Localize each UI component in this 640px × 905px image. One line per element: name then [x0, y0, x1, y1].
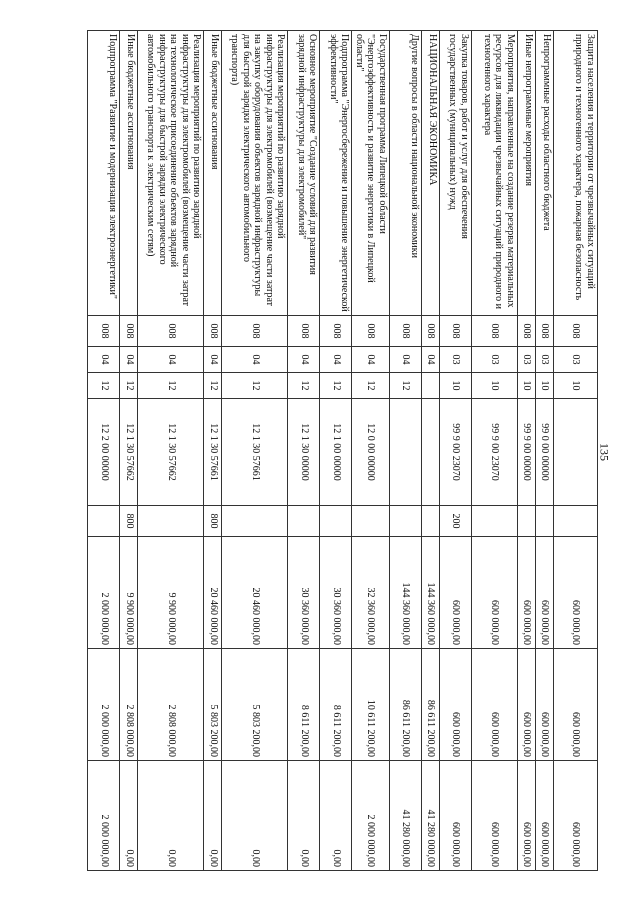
row-year2-cell: 600 000,00	[472, 649, 518, 761]
row-pr-cell: 12	[222, 373, 288, 399]
row-csr-cell	[422, 399, 440, 506]
row-rz-cell: 03	[536, 347, 554, 373]
row-name-cell: Государственная программа Липецкой области "Энергоэффективность и развитие энергетики в Липецкой области"	[352, 31, 390, 316]
row-rz-cell: 03	[554, 347, 598, 373]
row-ved-cell: 008	[440, 316, 472, 347]
budget-table-body	[88, 31, 598, 871]
row-ved-cell: 008	[390, 316, 422, 347]
row-name-cell: Иные бюджетные ассигнования	[204, 31, 222, 316]
row-name-cell: Закупка товаров, работ и услуг для обеспечения государственных (муниципальных) нужд	[440, 31, 472, 316]
row-year2-cell: 10 611 200,00	[352, 649, 390, 761]
row-year3-cell: 0,00	[204, 761, 222, 871]
row-ved-cell: 008	[536, 316, 554, 347]
row-vr-cell	[390, 506, 422, 537]
row-csr-cell	[554, 399, 598, 506]
row-year1-cell: 32 360 000,00	[352, 537, 390, 649]
row-vr-cell	[222, 506, 288, 537]
row-csr-cell: 12 1 30 00000	[288, 399, 320, 506]
row-year2-cell: 2 000 000,00	[88, 649, 120, 761]
table-row	[536, 31, 554, 871]
row-rz-cell: 03	[472, 347, 518, 373]
rotated-page-area	[66, 30, 598, 870]
row-vr-cell	[422, 506, 440, 537]
row-pr-cell: 12	[120, 373, 138, 399]
row-year2-cell: 8 611 200,00	[288, 649, 320, 761]
row-year3-cell: 2 000 000,00	[88, 761, 120, 871]
row-csr-cell: 12 1 30 57662	[138, 399, 204, 506]
row-csr-cell: 12 1 30 57661	[222, 399, 288, 506]
row-csr-cell: 12 1 30 57661	[204, 399, 222, 506]
row-csr-cell: 12 1 30 57662	[120, 399, 138, 506]
row-pr-cell: 12	[352, 373, 390, 399]
row-year1-cell: 600 000,00	[518, 537, 536, 649]
row-year3-cell: 600 000,00	[554, 761, 598, 871]
row-csr-cell: 99 9 00 23070	[440, 399, 472, 506]
row-vr-cell	[472, 506, 518, 537]
row-pr-cell: 10	[536, 373, 554, 399]
row-vr-cell	[536, 506, 554, 537]
row-ved-cell: 008	[288, 316, 320, 347]
row-pr-cell: 12	[288, 373, 320, 399]
row-year2-cell: 2 808 000,00	[138, 649, 204, 761]
table-row	[352, 31, 390, 871]
row-pr-cell: 10	[472, 373, 518, 399]
row-year3-cell: 600 000,00	[536, 761, 554, 871]
row-vr-cell	[352, 506, 390, 537]
row-year3-cell: 0,00	[138, 761, 204, 871]
table-row	[554, 31, 598, 871]
row-csr-cell: 99 9 00 23070	[472, 399, 518, 506]
row-year1-cell: 30 360 000,00	[288, 537, 320, 649]
row-vr-cell	[88, 506, 120, 537]
row-name-cell: НАЦИОНАЛЬНАЯ ЭКОНОМИКА	[422, 31, 440, 316]
row-csr-cell: 99 9 00 00000	[518, 399, 536, 506]
row-csr-cell: 12 0 00 00000	[352, 399, 390, 506]
row-year1-cell: 600 000,00	[554, 537, 598, 649]
row-year1-cell: 144 360 000,00	[422, 537, 440, 649]
row-vr-cell: 800	[204, 506, 222, 537]
row-year2-cell: 600 000,00	[440, 649, 472, 761]
row-pr-cell: 10	[518, 373, 536, 399]
row-year3-cell: 0,00	[320, 761, 352, 871]
row-name-cell: Непрограммные расходы областного бюджета	[536, 31, 554, 316]
row-ved-cell: 008	[320, 316, 352, 347]
row-year2-cell: 86 611 200,00	[422, 649, 440, 761]
row-vr-cell	[320, 506, 352, 537]
row-pr-cell: 12	[138, 373, 204, 399]
row-year3-cell: 600 000,00	[440, 761, 472, 871]
row-year2-cell: 600 000,00	[554, 649, 598, 761]
row-name-cell: Иные бюджетные ассигнования	[120, 31, 138, 316]
row-rz-cell: 04	[222, 347, 288, 373]
row-rz-cell: 04	[204, 347, 222, 373]
row-ved-cell: 008	[138, 316, 204, 347]
row-year3-cell: 41 280 000,00	[422, 761, 440, 871]
row-vr-cell	[518, 506, 536, 537]
row-year3-cell: 600 000,00	[472, 761, 518, 871]
row-year2-cell: 600 000,00	[518, 649, 536, 761]
row-pr-cell: 12	[390, 373, 422, 399]
table-row	[518, 31, 536, 871]
page-number: 135	[597, 443, 612, 461]
row-year3-cell: 2 000 000,00	[352, 761, 390, 871]
row-name-cell: Реализация мероприятий по развитию зарядной инфраструктуры для электромобилей (возмещение части затрат на закупку оборудования объектов зарядной инфраструктуры для быстрой зарядки электрического автомобильного транспорта)	[222, 31, 288, 316]
budget-table	[88, 30, 599, 871]
table-row	[120, 31, 138, 871]
row-ved-cell: 008	[422, 316, 440, 347]
row-year1-cell: 20 460 000,00	[204, 537, 222, 649]
row-year1-cell: 20 460 000,00	[222, 537, 288, 649]
row-vr-cell	[554, 506, 598, 537]
row-vr-cell: 200	[440, 506, 472, 537]
row-ved-cell: 008	[472, 316, 518, 347]
table-row	[204, 31, 222, 871]
row-year3-cell: 0,00	[222, 761, 288, 871]
row-year3-cell: 600 000,00	[518, 761, 536, 871]
row-ved-cell: 008	[518, 316, 536, 347]
row-year2-cell: 86 611 200,00	[390, 649, 422, 761]
row-name-cell: Иные непрограммные мероприятия	[518, 31, 536, 316]
row-csr-cell: 12 1 00 00000	[320, 399, 352, 506]
row-vr-cell: 800	[120, 506, 138, 537]
rotated-table-wrapper	[66, 30, 598, 870]
row-year1-cell: 2 000 000,00	[88, 537, 120, 649]
table-row	[222, 31, 288, 871]
row-rz-cell: 04	[120, 347, 138, 373]
row-csr-cell: 12 2 00 00000	[88, 399, 120, 506]
row-year2-cell: 5 803 200,00	[222, 649, 288, 761]
row-name-cell: Подпрограмма "Энергосбережение и повышение энергетической эффективности"	[320, 31, 352, 316]
row-name-cell: Подпрограмма "Развитие и модернизация электроэнергетики"	[88, 31, 120, 316]
table-row	[288, 31, 320, 871]
row-ved-cell: 008	[120, 316, 138, 347]
row-year1-cell: 600 000,00	[440, 537, 472, 649]
table-row	[422, 31, 440, 871]
row-year1-cell: 600 000,00	[472, 537, 518, 649]
row-year1-cell: 30 360 000,00	[320, 537, 352, 649]
row-year3-cell: 0,00	[120, 761, 138, 871]
row-vr-cell	[138, 506, 204, 537]
row-year1-cell: 9 900 000,00	[138, 537, 204, 649]
row-name-cell: Защита населения и территории от чрезвычайных ситуаций природного и техногенного характера, пожарная безопасность	[554, 31, 598, 316]
row-csr-cell: 99 0 00 00000	[536, 399, 554, 506]
row-rz-cell: 03	[440, 347, 472, 373]
row-rz-cell: 04	[390, 347, 422, 373]
row-csr-cell	[390, 399, 422, 506]
row-pr-cell: 12	[88, 373, 120, 399]
row-name-cell: Другие вопросы в области национальной экономики	[390, 31, 422, 316]
table-row	[440, 31, 472, 871]
row-rz-cell: 04	[288, 347, 320, 373]
row-name-cell: Реализация мероприятий по развитию зарядной инфраструктуры для электромобилей (возмещение части затрат на технологическое присоединение объектов зарядной инфраструктуры для быстрой зарядки электрического автомобильного транспорта к электрическим сетям)	[138, 31, 204, 316]
row-pr-cell: 12	[204, 373, 222, 399]
row-year3-cell: 0,00	[288, 761, 320, 871]
row-ved-cell: 008	[554, 316, 598, 347]
row-rz-cell: 04	[320, 347, 352, 373]
row-ved-cell: 008	[352, 316, 390, 347]
row-rz-cell: 04	[88, 347, 120, 373]
row-year1-cell: 144 360 000,00	[390, 537, 422, 649]
table-row	[88, 31, 120, 871]
row-pr-cell	[422, 373, 440, 399]
row-year2-cell: 600 000,00	[536, 649, 554, 761]
row-rz-cell: 04	[422, 347, 440, 373]
row-year1-cell: 9 900 000,00	[120, 537, 138, 649]
row-year1-cell: 600 000,00	[536, 537, 554, 649]
row-pr-cell: 10	[554, 373, 598, 399]
row-year3-cell: 41 280 000,00	[390, 761, 422, 871]
row-rz-cell: 04	[352, 347, 390, 373]
row-ved-cell: 008	[222, 316, 288, 347]
row-name-cell: Мероприятия, направленные на создание резерва материальных ресурсов для ликвидации чрезвычайных ситуаций природного и техногенного характера	[472, 31, 518, 316]
row-year2-cell: 2 808 000,00	[120, 649, 138, 761]
row-vr-cell	[288, 506, 320, 537]
table-row	[472, 31, 518, 871]
row-ved-cell: 008	[88, 316, 120, 347]
row-pr-cell: 10	[440, 373, 472, 399]
row-rz-cell: 04	[138, 347, 204, 373]
row-year2-cell: 8 611 200,00	[320, 649, 352, 761]
table-row	[390, 31, 422, 871]
table-row	[138, 31, 204, 871]
row-rz-cell: 03	[518, 347, 536, 373]
row-pr-cell: 12	[320, 373, 352, 399]
table-row	[320, 31, 352, 871]
row-year2-cell: 5 803 200,00	[204, 649, 222, 761]
row-ved-cell: 008	[204, 316, 222, 347]
row-name-cell: Основное мероприятие "Создание условий для развития зарядной инфраструктуры для электромобилей"	[288, 31, 320, 316]
